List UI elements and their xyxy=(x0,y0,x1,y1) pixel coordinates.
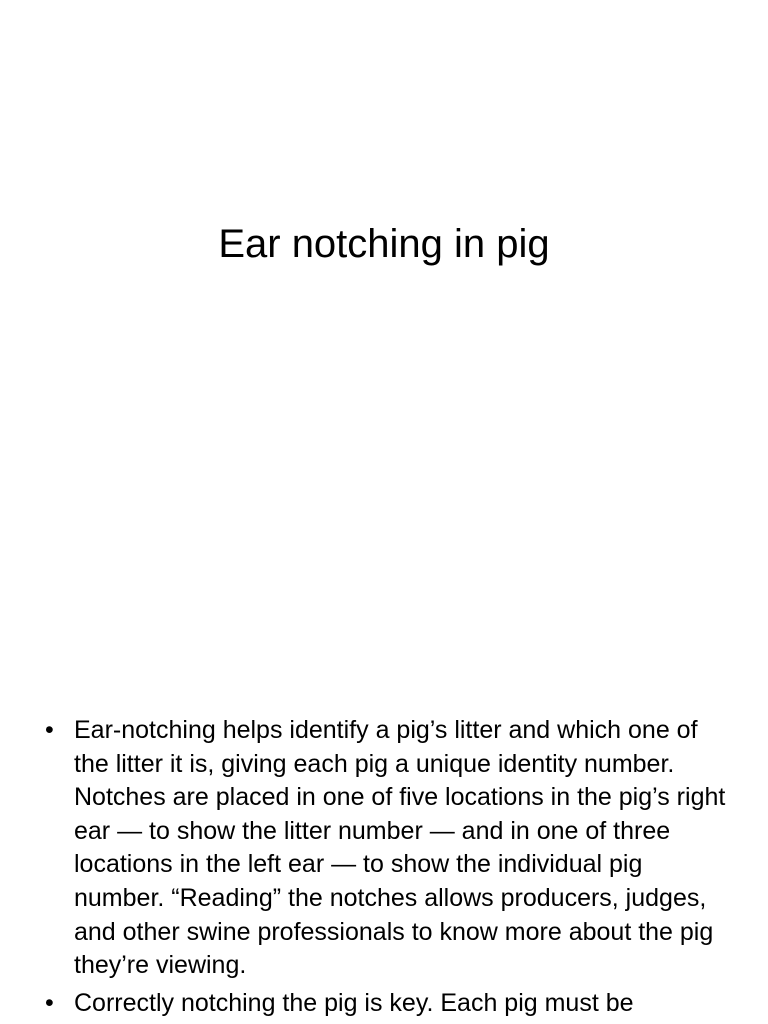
list-item xyxy=(40,987,730,1021)
bullet-marker: • xyxy=(45,988,54,1017)
bullet-marker: • xyxy=(45,716,54,744)
slide-title: Ear notching in pig xyxy=(218,222,550,266)
bullet-text: Correctly notching the pig is key. Each pig must be xyxy=(74,988,634,1017)
bullet-text: Ear-notching helps identify a pig’s litter and which one of the litter it is, giving each pig a unique identity number. Notches are placed in one of five locations in the pig’s right ear — to show the litter number — and in one of three locations in the left ear — to show the individual pig number. “Reading” the notches allows producers, judges, and other swine professionals to know more about the pig they’re viewing. xyxy=(74,716,726,980)
bullet-list xyxy=(40,714,730,1024)
list-item xyxy=(40,714,730,983)
